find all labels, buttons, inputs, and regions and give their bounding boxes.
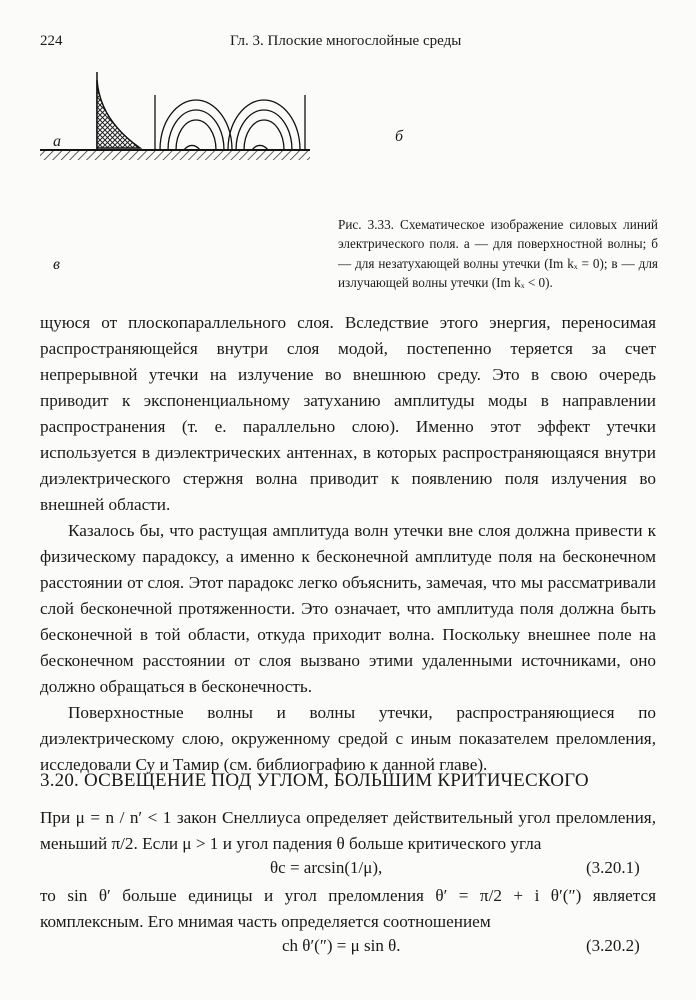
equation-number-3-20-2: (3.20.2) xyxy=(586,936,640,955)
paragraph-3: Поверхностные волны и волны утечки, распространяющиеся по диэлектрическому слою, окруженному средой с иным показателем преломления, исследовали Су и Тамир (см. библиографию к данной главе). xyxy=(40,703,656,774)
paragraph-2: Казалось бы, что растущая амплитуда волн утечки вне слоя должна привести к физическому парадоксу, а именно к бесконечной амплитуде поля на бесконечном расстоянии от слоя. Этот парадокс легко объяснить, замечая, что мы рассматривали слой бесконечной протяженности. Это означает, что амплитуда поля должна быть бесконечной в той области, откуда приходит волна. Поскольку внешнее поле на бесконечном расстоянии от слоя вызвано этими удаленными источниками, оно должно обращаться в бесконечность. xyxy=(40,521,656,696)
paragraph-1: щуюся от плоскопараллельного слоя. Вследствие этого энергия, переносимая распространяющейся внутри слоя модой, постепенно теряется за счет непрерывной утечки на излучение во внешнюю среду. Это в свою очередь приводит к экспоненциальному затуханию амплитуды моды в направлении распространения (т. е. параллельно слою). Именно этот эффект утечки используется в диэлектрических антеннах, в которых распространяющаяся внутри диэлектрического стержня волна приводит к появлению поля излучения во внешней области. xyxy=(40,313,656,514)
page-number: 224 xyxy=(40,33,63,49)
running-header: Гл. 3. Плоские многослойные среды xyxy=(230,33,462,49)
equation-3-20-2: ch θ′(″) = μ sin θ. xyxy=(282,936,401,955)
section-paragraph-2: то sin θ′ больше единицы и угол преломления θ′ = π/2 + i θ′(″) является комплексным. Его мнимая часть определяется соотношением xyxy=(40,886,656,931)
panel-label-a: а xyxy=(53,133,61,150)
section-paragraph-1: При μ = n / n′ < 1 закон Снеллиуса определяет действительный угол преломления, меньший π/2. Если μ > 1 и угол падения θ больше критического угла xyxy=(40,808,656,853)
panel-a-drawing xyxy=(40,72,310,160)
panel-a-substrate xyxy=(40,150,310,160)
figure-caption: Рис. 3.33. Схематическое изображение силовых линий электрического поля. а — для поверхностной волны; б — для незатухающей волны утечки (Im kₓ = 0); в — для излучающей волны утечки (Im kₓ < 0). xyxy=(338,217,658,291)
body-text xyxy=(40,310,656,778)
panel-label-c: в xyxy=(53,256,60,273)
panel-label-b: б xyxy=(395,128,404,145)
section-title: 3.20. ОСВЕЩЕНИЕ ПОД УГЛОМ, БОЛЬШИМ КРИТИЧЕСКОГО xyxy=(40,770,589,791)
panel-a-field-profile xyxy=(97,80,140,148)
panel-a-field-lines xyxy=(155,95,305,150)
equation-3-20-1: θc = arcsin(1/μ), xyxy=(270,858,383,877)
equation-number-3-20-1: (3.20.1) xyxy=(586,858,640,877)
